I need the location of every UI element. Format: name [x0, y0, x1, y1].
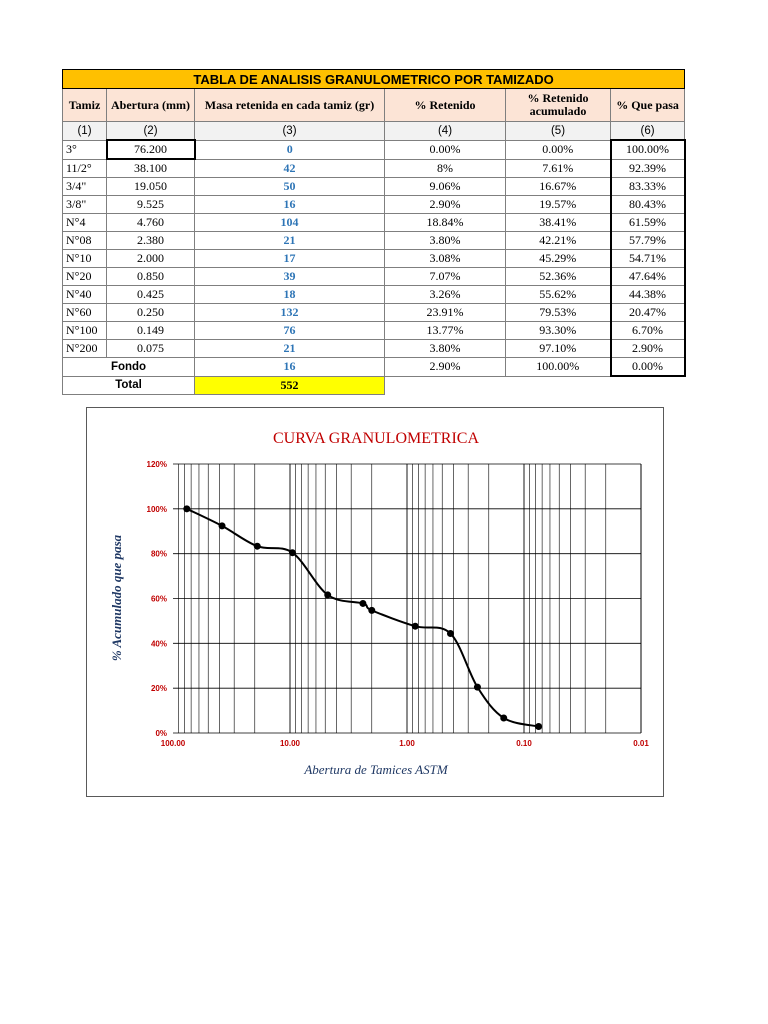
y-tick-label: 120%: [146, 460, 167, 469]
masa-cell: 0: [195, 140, 385, 159]
acumulado-cell: 42.21%: [506, 232, 611, 250]
pasa-cell: 44.38%: [611, 286, 685, 304]
tamiz-cell: 3°: [63, 140, 107, 159]
y-tick-label: 20%: [150, 684, 167, 694]
pasa-cell: 92.39%: [611, 159, 685, 178]
table-title: TABLA DE ANALISIS GRANULOMETRICO POR TAMIZADO: [63, 70, 685, 89]
y-axis-label: % Acumulado que pasa: [109, 534, 124, 662]
header-abertura: Abertura (mm): [107, 89, 195, 122]
acumulado-cell: 55.62%: [506, 286, 611, 304]
acumulado-cell: 38.41%: [506, 214, 611, 232]
table-row: [63, 286, 685, 304]
chart-area: [86, 407, 664, 797]
retenido-cell: 3.26%: [385, 286, 506, 304]
tamiz-cell: N°40: [63, 286, 107, 304]
retenido-cell: 23.91%: [385, 304, 506, 322]
retenido-cell: 3.08%: [385, 250, 506, 268]
x-axis-label: Abertura de Tamices ASTM: [304, 762, 448, 777]
pasa-cell: 80.43%: [611, 196, 685, 214]
masa-cell: 17: [195, 250, 385, 268]
abertura-cell: 4.760: [107, 214, 195, 232]
pasa-cell: 83.33%: [611, 178, 685, 196]
y-tick-label: 0%: [155, 729, 167, 738]
fondo-acumulado: 100.00%: [506, 358, 611, 377]
header-masa: Masa retenida en cada tamiz (gr): [195, 89, 385, 122]
x-tick-label: 10.00: [279, 739, 301, 748]
tamiz-cell: N°4: [63, 214, 107, 232]
table-row: [63, 214, 685, 232]
pasa-cell: 2.90%: [611, 340, 685, 358]
data-point: [412, 623, 419, 630]
pasa-cell: 61.59%: [611, 214, 685, 232]
retenido-cell: 13.77%: [385, 322, 506, 340]
acumulado-cell: 16.67%: [506, 178, 611, 196]
data-point: [535, 723, 542, 730]
tamiz-cell: N°200: [63, 340, 107, 358]
table-row: [63, 159, 685, 178]
abertura-cell: 2.380: [107, 232, 195, 250]
column-number: (2): [107, 122, 195, 141]
tamiz-cell: N°60: [63, 304, 107, 322]
data-point: [219, 522, 226, 529]
table-row: [63, 268, 685, 286]
masa-cell: 21: [195, 340, 385, 358]
tamiz-cell: N°100: [63, 322, 107, 340]
pasa-cell: 47.64%: [611, 268, 685, 286]
masa-cell: 39: [195, 268, 385, 286]
pasa-cell: 6.70%: [611, 322, 685, 340]
data-point: [289, 549, 296, 556]
table-body: [63, 140, 685, 358]
tamiz-cell: 3/4": [63, 178, 107, 196]
masa-cell: 16: [195, 196, 385, 214]
pasa-cell: 57.79%: [611, 232, 685, 250]
table-row: [63, 250, 685, 268]
total-label: Total: [63, 376, 195, 394]
data-point: [447, 630, 454, 637]
retenido-cell: 7.07%: [385, 268, 506, 286]
retenido-cell: 0.00%: [385, 140, 506, 159]
acumulado-cell: 19.57%: [506, 196, 611, 214]
data-point: [474, 684, 481, 691]
header-tamiz: Tamiz: [63, 89, 107, 122]
series-line: [187, 509, 539, 727]
retenido-cell: 18.84%: [385, 214, 506, 232]
pasa-cell: 54.71%: [611, 250, 685, 268]
acumulado-cell: 45.29%: [506, 250, 611, 268]
tamiz-cell: 11/2°: [63, 159, 107, 178]
header-pasa: % Que pasa: [611, 89, 685, 122]
table-row: [63, 232, 685, 250]
x-tick-label: 1.00: [399, 739, 415, 748]
chart-gridlines: [173, 464, 641, 733]
tamiz-cell: 3/8": [63, 196, 107, 214]
abertura-cell: 0.425: [107, 286, 195, 304]
pasa-cell: 100.00%: [611, 140, 685, 159]
column-number: (3): [195, 122, 385, 141]
table-row: [63, 340, 685, 358]
granulometric-table: [62, 69, 686, 395]
data-point: [368, 607, 375, 614]
chart-tick-labels: [147, 460, 650, 748]
acumulado-cell: 7.61%: [506, 159, 611, 178]
abertura-cell: 0.850: [107, 268, 195, 286]
total-row: [63, 376, 685, 394]
abertura-cell: 38.100: [107, 159, 195, 178]
abertura-cell: 76.200: [107, 140, 195, 159]
column-number: (1): [63, 122, 107, 141]
acumulado-cell: 97.10%: [506, 340, 611, 358]
fondo-row: [63, 358, 685, 377]
retenido-cell: 8%: [385, 159, 506, 178]
retenido-cell: 2.90%: [385, 196, 506, 214]
acumulado-cell: 52.36%: [506, 268, 611, 286]
tamiz-cell: N°08: [63, 232, 107, 250]
acumulado-cell: 0.00%: [506, 140, 611, 159]
masa-cell: 132: [195, 304, 385, 322]
chart-title: CURVA GRANULOMETRICA: [273, 430, 479, 447]
table-row: [63, 304, 685, 322]
column-number: (5): [506, 122, 611, 141]
table-row: [63, 196, 685, 214]
fondo-pasa: 0.00%: [611, 358, 685, 377]
y-tick-label: 40%: [150, 639, 167, 649]
abertura-cell: 0.149: [107, 322, 195, 340]
masa-cell: 18: [195, 286, 385, 304]
masa-cell: 50: [195, 178, 385, 196]
total-masa: 552: [195, 376, 385, 394]
data-point: [183, 505, 190, 512]
y-tick-label: 100%: [146, 504, 167, 514]
table-row: [63, 322, 685, 340]
retenido-cell: 9.06%: [385, 178, 506, 196]
retenido-cell: 3.80%: [385, 232, 506, 250]
data-point: [500, 714, 507, 721]
x-tick-label: 0.10: [516, 739, 532, 748]
y-tick-label: 60%: [150, 594, 167, 604]
table-row: [63, 178, 685, 196]
granulometric-curve-chart: [87, 408, 663, 796]
table-row: [63, 140, 685, 159]
fondo-retenido: 2.90%: [385, 358, 506, 377]
acumulado-cell: 79.53%: [506, 304, 611, 322]
pasa-cell: 20.47%: [611, 304, 685, 322]
masa-cell: 104: [195, 214, 385, 232]
acumulado-cell: 93.30%: [506, 322, 611, 340]
chart-points: [183, 505, 542, 730]
tamiz-cell: N°10: [63, 250, 107, 268]
fondo-label: Fondo: [63, 358, 195, 377]
masa-cell: 42: [195, 159, 385, 178]
fondo-masa: 16: [195, 358, 385, 377]
retenido-cell: 3.80%: [385, 340, 506, 358]
tamiz-cell: N°20: [63, 268, 107, 286]
abertura-cell: 0.075: [107, 340, 195, 358]
masa-cell: 76: [195, 322, 385, 340]
masa-cell: 21: [195, 232, 385, 250]
abertura-cell: 2.000: [107, 250, 195, 268]
x-tick-label: 100.00: [160, 739, 186, 748]
column-number: (4): [385, 122, 506, 141]
header-acumulado: % Retenido acumulado: [506, 89, 611, 122]
column-number: (6): [611, 122, 685, 141]
x-tick-label: 0.01: [633, 739, 649, 748]
abertura-cell: 0.250: [107, 304, 195, 322]
abertura-cell: 9.525: [107, 196, 195, 214]
y-tick-label: 80%: [150, 549, 167, 559]
data-point: [254, 543, 261, 550]
data-point: [324, 591, 331, 598]
abertura-cell: 19.050: [107, 178, 195, 196]
header-retenido: % Retenido: [385, 89, 506, 122]
data-point: [359, 600, 366, 607]
